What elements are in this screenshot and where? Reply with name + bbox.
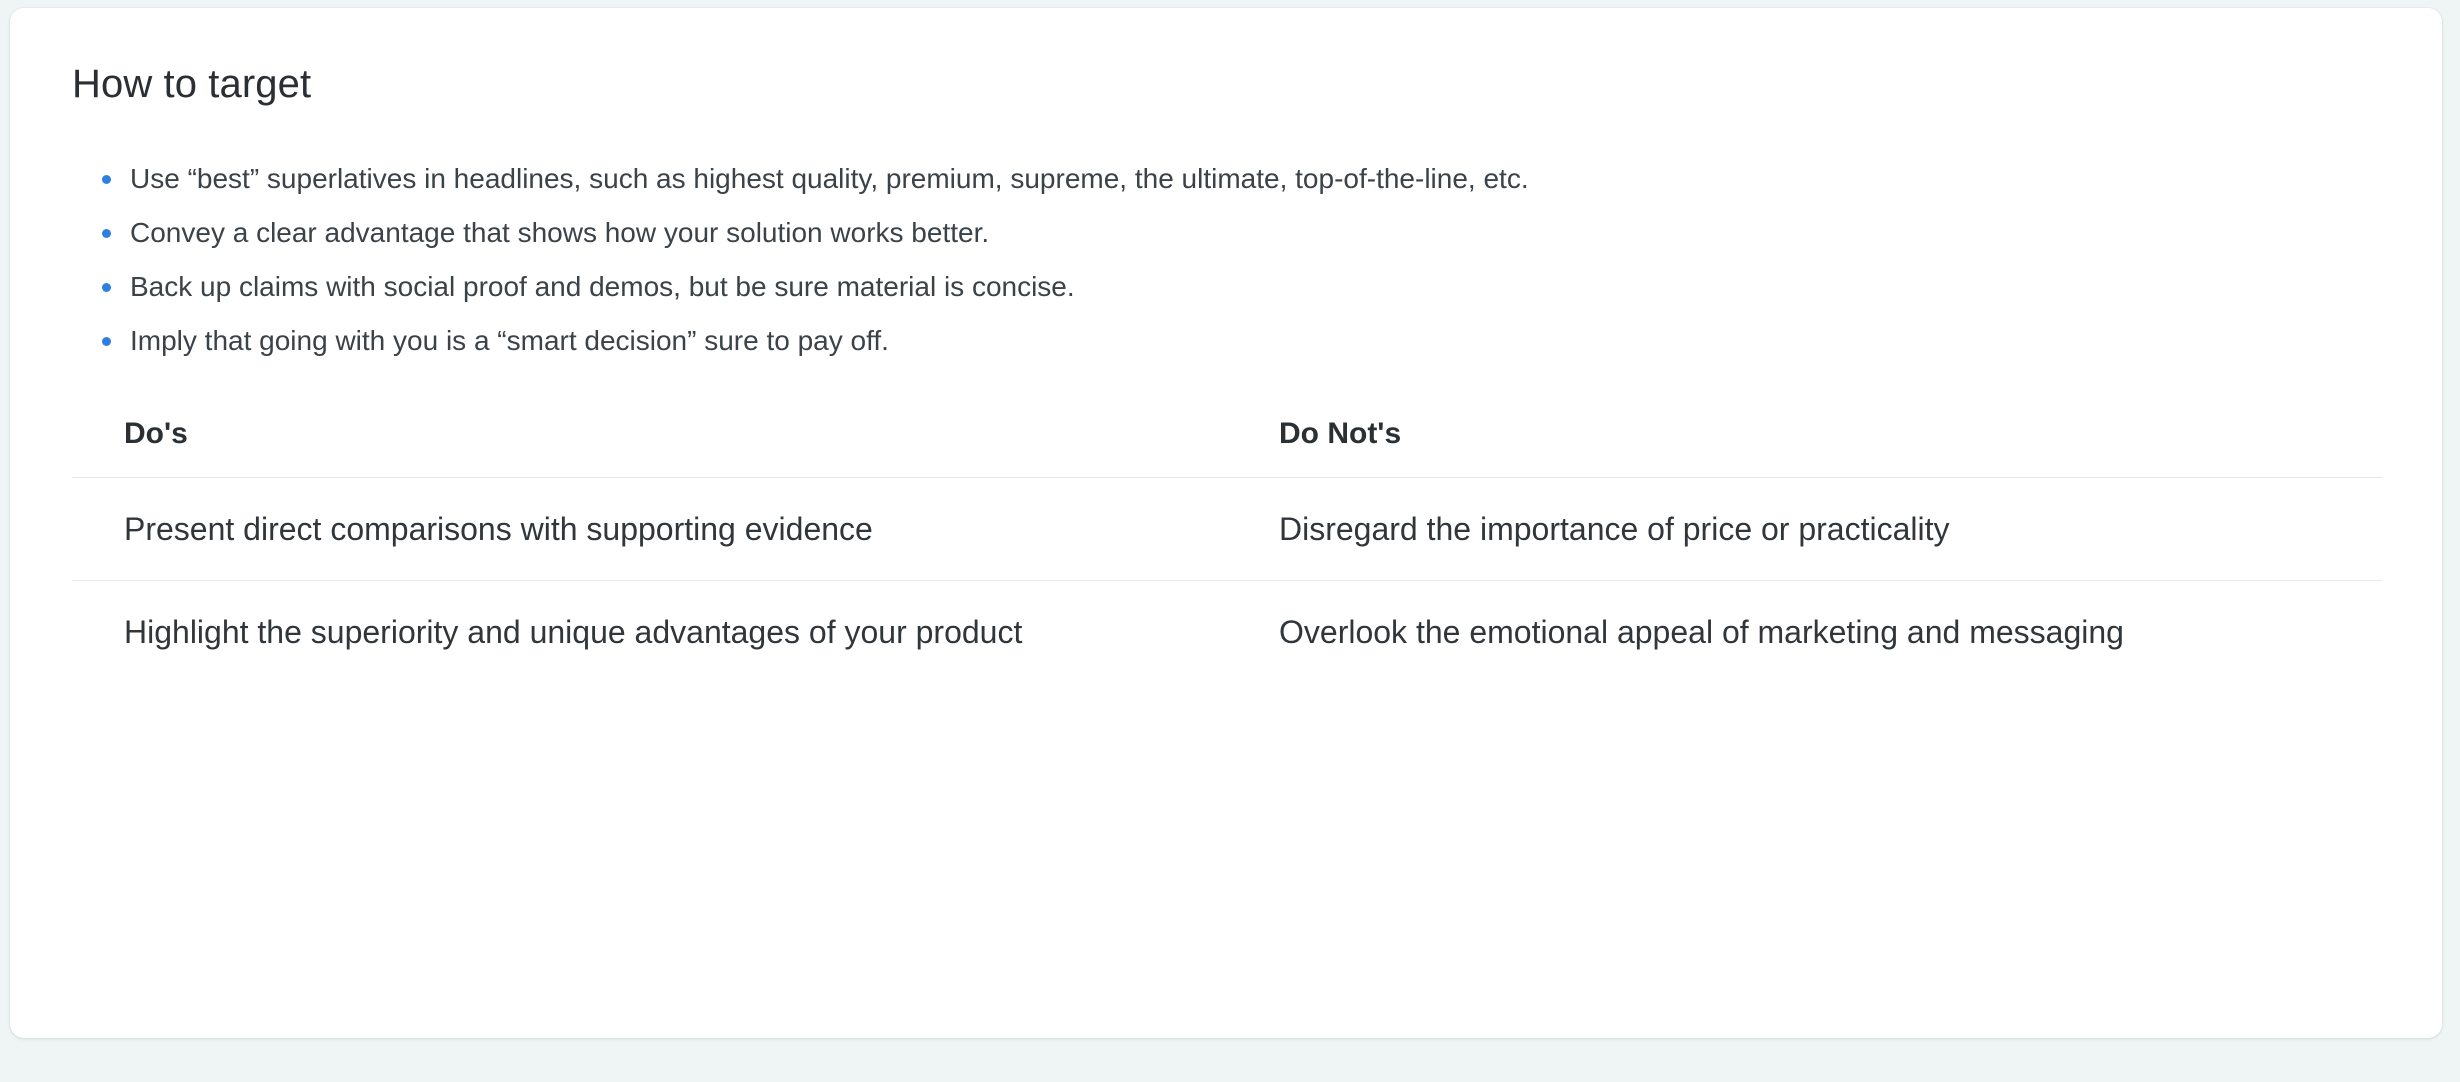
tips-list — [72, 162, 2382, 359]
cell-dos: Present direct comparisons with supporting evidence — [72, 477, 1227, 580]
content-card — [10, 8, 2442, 1038]
column-header-donts: Do Not's — [1227, 411, 2382, 478]
list-item: Back up claims with social proof and demos, but be sure material is concise. — [94, 270, 2382, 304]
column-header-dos: Do's — [72, 411, 1227, 478]
table-header-row — [72, 411, 2382, 478]
table-row — [72, 580, 2382, 683]
table-row — [72, 477, 2382, 580]
list-item: Imply that going with you is a “smart decision” sure to pay off. — [94, 324, 2382, 358]
page-title: How to target — [72, 62, 312, 106]
cell-donts: Overlook the emotional appeal of marketing and messaging — [1279, 613, 2124, 650]
table-body — [72, 477, 2382, 683]
dos-and-donts-table — [72, 411, 2382, 683]
list-item: Use “best” superlatives in headlines, such as highest quality, premium, supreme, the ultimate, top-of-the-line, etc. — [94, 162, 2382, 196]
cell-donts: Disregard the importance of price or practicality — [1227, 477, 2382, 580]
table-header — [72, 411, 2382, 478]
list-item: Convey a clear advantage that shows how your solution works better. — [94, 216, 2382, 250]
cell-dos: Highlight the superiority and unique advantages of your product — [124, 613, 1023, 650]
